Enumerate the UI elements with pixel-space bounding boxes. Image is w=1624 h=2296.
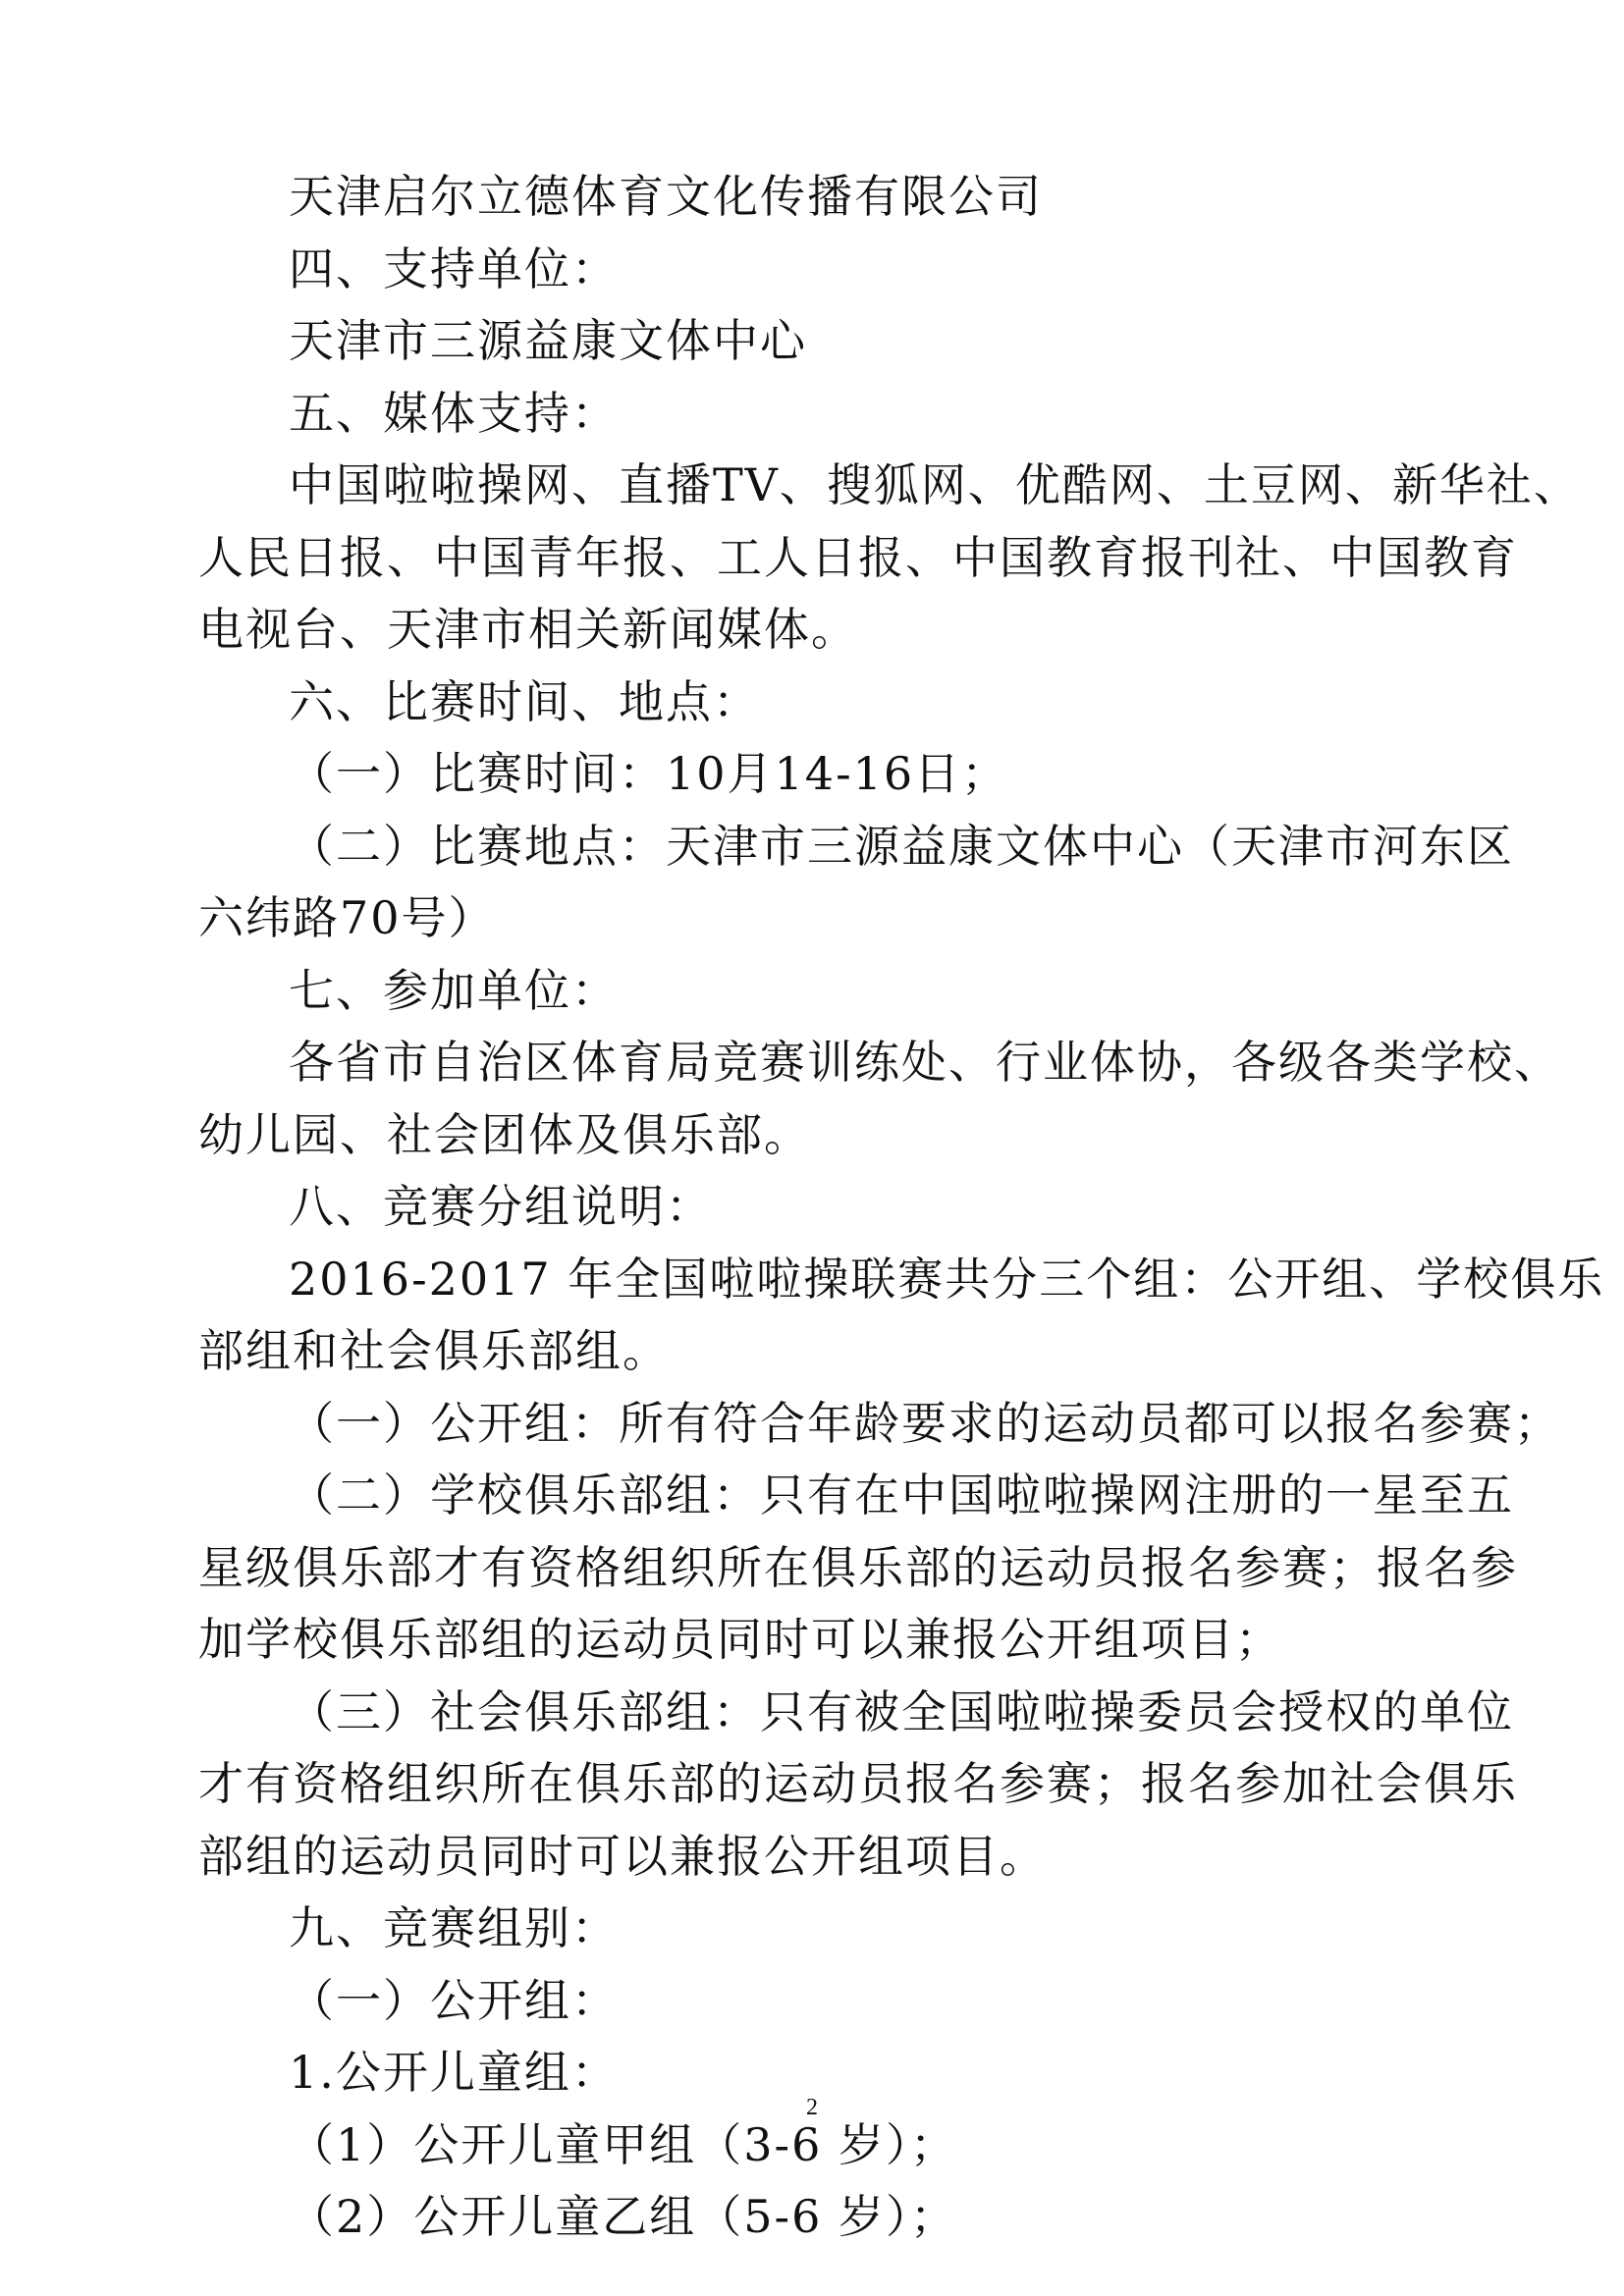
section-heading: 六、比赛时间、地点： xyxy=(289,674,760,728)
section-heading: 五、媒体支持： xyxy=(289,386,619,440)
section-heading: 八、竞赛分组说明： xyxy=(289,1180,713,1233)
text-line: （二）比赛地点：天津市三源益康文体中心（天津市河东区 xyxy=(289,819,1514,873)
text-line: （三）社会俱乐部组：只有被全国啦啦操委员会授权的单位 xyxy=(289,1684,1514,1738)
text-line: （一）公开组：所有符合年龄要求的运动员都可以报名参赛； xyxy=(289,1396,1561,1450)
text-line: 1.公开儿童组： xyxy=(289,2046,619,2099)
section-heading: 九、竞赛组别： xyxy=(289,1901,619,1954)
text-line: 加学校俱乐部组的运动员同时可以兼报公开组项目； xyxy=(198,1613,1282,1666)
text-line: 人民日报、中国青年报、工人日报、中国教育报刊社、中国教育 xyxy=(198,530,1518,584)
text-line: 天津启尔立德体育文化传播有限公司 xyxy=(289,170,1043,223)
text-line: 天津市三源益康文体中心 xyxy=(289,314,807,367)
text-line: 部组和社会俱乐部组。 xyxy=(198,1324,670,1377)
text-line: 六纬路70号） xyxy=(198,891,496,944)
text-line: 星级俱乐部才有资格组织所在俱乐部的运动员报名参赛；报名参 xyxy=(198,1540,1518,1594)
document-body xyxy=(198,161,1605,2254)
text-line: 部组的运动员同时可以兼报公开组项目。 xyxy=(198,1829,1047,1883)
text-line: （1）公开儿童甲组（3-6 岁）； xyxy=(289,2117,957,2171)
text-line: 2016-2017 年全国啦啦操联赛共分三个组：公开组、学校俱乐 xyxy=(289,1252,1605,1306)
text-line: 各省市自治区体育局竞赛训练处、行业体协，各级各类学校、 xyxy=(289,1036,1561,1089)
page-number: 2 xyxy=(806,2095,818,2120)
text-line: （一）公开组： xyxy=(289,1973,619,2027)
text-line: （2）公开儿童乙组（5-6 岁）； xyxy=(289,2190,957,2243)
text-line: 才有资格组织所在俱乐部的运动员报名参赛；报名参加社会俱乐 xyxy=(198,1757,1518,1810)
text-line: 中国啦啦操网、直播TV、搜狐网、优酷网、土豆网、新华社、 xyxy=(289,458,1581,511)
text-line: 电视台、天津市相关新闻媒体。 xyxy=(198,603,858,656)
section-heading: 七、参加单位： xyxy=(289,963,619,1017)
text-line: （二）学校俱乐部组：只有在中国啦啦操网注册的一星至五 xyxy=(289,1468,1514,1522)
text-line: 幼儿园、社会团体及俱乐部。 xyxy=(198,1107,811,1161)
text-line: （一）比赛时间：10月14-16日； xyxy=(289,747,1009,800)
section-heading: 四、支持单位： xyxy=(289,241,619,295)
